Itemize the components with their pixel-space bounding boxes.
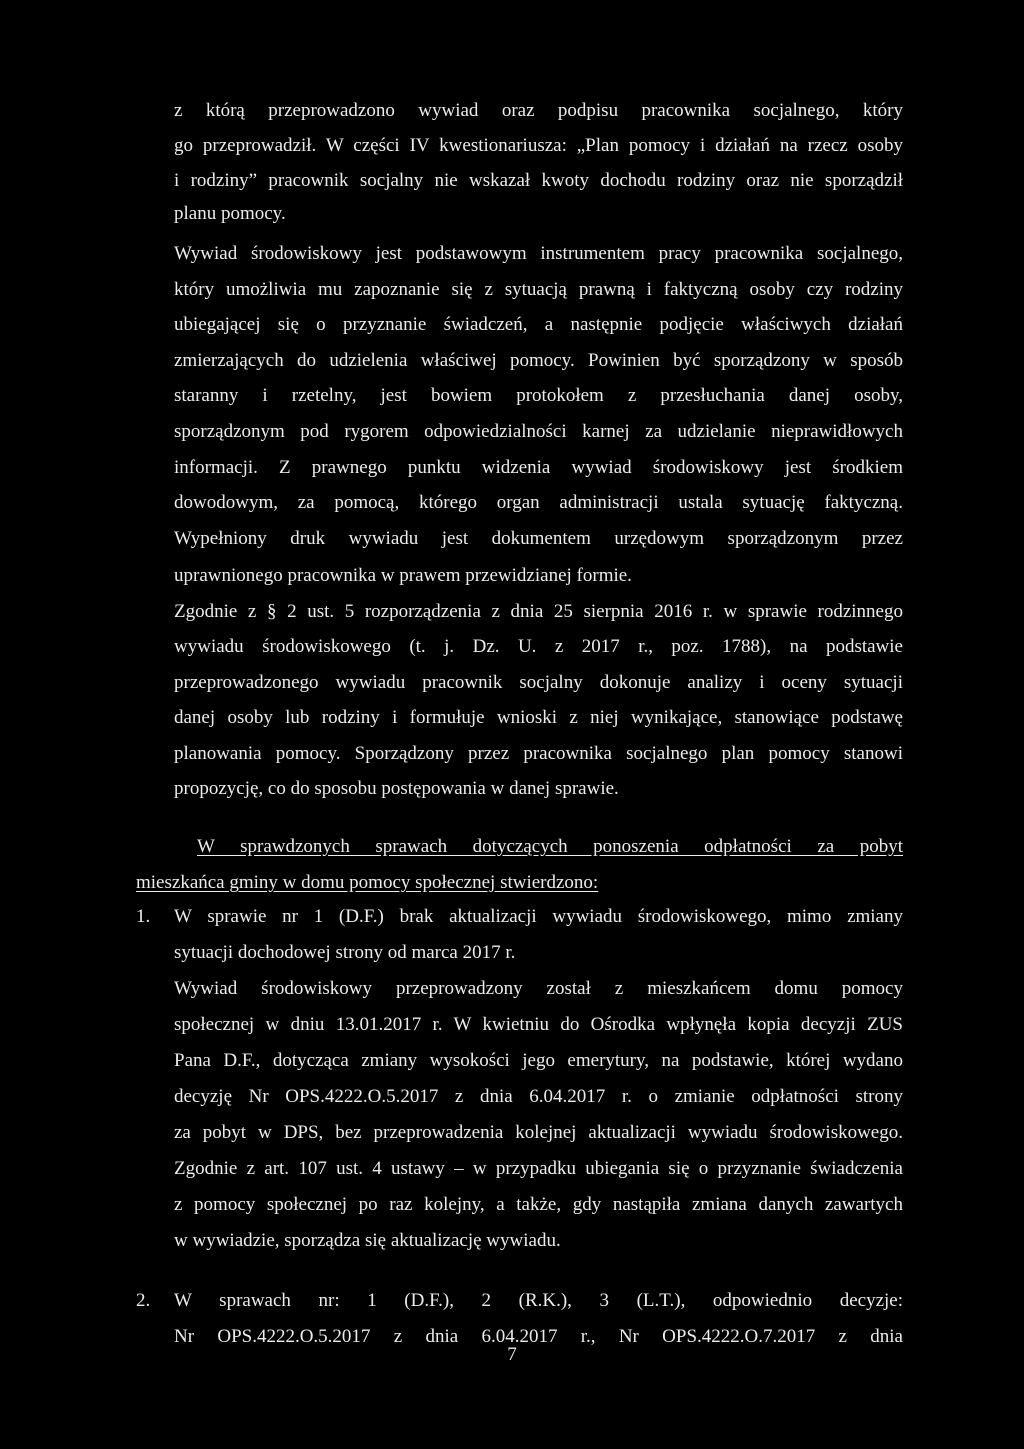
item1-line: Pana D.F., dotycząca zmiany wysokości jego emerytury, na podstawie, której wydano	[174, 1050, 903, 1071]
section2-line: staranny i rzetelny, jest bowiem protokołem z przesłuchania danej osoby,	[174, 385, 903, 406]
item1-line: sytuacji dochodowej strony od marca 2017 r.	[174, 942, 516, 963]
section2-line: dowodowym, za pomocą, którego organ administracji ustala sytuację faktyczną.	[174, 492, 903, 513]
section2-line: Wywiad środowiskowy jest podstawowym instrumentem pracy pracownika socjalnego,	[174, 243, 903, 264]
section2-line: informacji. Z prawnego punktu widzenia wywiad środowiskowy jest środkiem	[174, 457, 903, 478]
section2-line: Wypełniony druk wywiadu jest dokumentem urzędowym sporządzonym przez	[174, 528, 903, 549]
section3-line: Zgodnie z § 2 ust. 5 rozporządzenia z dnia 25 sierpnia 2016 r. w sprawie rodzinnego	[174, 601, 903, 622]
section3-line: wywiadu środowiskowego (t. j. Dz. U. z 2017 r., poz. 1788), na podstawie	[174, 636, 903, 657]
item1-line: Zgodnie z art. 107 ust. 4 ustawy – w przypadku ubiegania się o przyznanie świadczenia	[174, 1158, 903, 1179]
item1-line: w wywiadzie, sporządza się aktualizację wywiadu.	[174, 1230, 561, 1251]
section1-line: z którą przeprowadzono wywiad oraz podpisu pracownika socjalnego, który	[174, 100, 903, 121]
section2-line: uprawnionego pracownika w prawem przewidzianej formie.	[174, 565, 632, 586]
item1-line: Wywiad środowiskowy przeprowadzony został z mieszkańcem domu pomocy	[174, 978, 903, 999]
section3-line: planowania pomocy. Sporządzony przez pracownika socjalnego plan pomocy stanowi	[174, 743, 903, 764]
findings-heading-line-1: W sprawdzonych sprawach dotyczących ponoszenia odpłatności za pobyt	[197, 836, 903, 857]
list-number-1: 1.	[136, 906, 151, 927]
section2-line: sporządzonym pod rygorem odpowiedzialności karnej za udzielanie nieprawidłowych	[174, 421, 903, 442]
section2-line: który umożliwia mu zapoznanie się z sytuacją prawną i faktyczną osoby czy rodziny	[174, 279, 903, 300]
item1-line: za pobyt w DPS, bez przeprowadzenia kolejnej aktualizacji wywiadu środowiskowego.	[174, 1122, 903, 1143]
section3-line: przeprowadzonego wywiadu pracownik socjalny dokonuje analizy i oceny sytuacji	[174, 672, 903, 693]
section3-line: propozycję, co do sposobu postępowania w danej sprawie.	[174, 778, 619, 799]
section2-line: zmierzających do udzielenia właściwej pomocy. Powinien być sporządzony w sposób	[174, 350, 903, 371]
findings-heading-line-2: mieszkańca gminy w domu pomocy społecznej stwierdzono:	[136, 872, 599, 893]
item2-line: Nr OPS.4222.O.5.2017 z dnia 6.04.2017 r., Nr OPS.4222.O.7.2017 z dnia	[174, 1326, 903, 1347]
list-number-2: 2.	[136, 1290, 151, 1311]
section1-line: planu pomocy.	[174, 203, 286, 224]
section1-line: go przeprowadził. W części IV kwestionariusza: „Plan pomocy i działań na rzecz osoby	[174, 135, 903, 156]
item2-line: W sprawach nr: 1 (D.F.), 2 (R.K.), 3 (L.T.), odpowiednio decyzje:	[174, 1290, 903, 1311]
section3-line: danej osoby lub rodziny i formułuje wnioski z niej wynikające, stanowiące podstawę	[174, 707, 903, 728]
item1-line: W sprawie nr 1 (D.F.) brak aktualizacji wywiadu środowiskowego, mimo zmiany	[174, 906, 903, 927]
item1-line: decyzję Nr OPS.4222.O.5.2017 z dnia 6.04.2017 r. o zmianie odpłatności strony	[174, 1086, 903, 1107]
section1-line: i rodziny” pracownik socjalny nie wskazał kwoty dochodu rodziny oraz nie sporządził	[174, 170, 903, 191]
section2-line: ubiegającej się o przyznanie świadczeń, a następnie podjęcie właściwych działań	[174, 314, 903, 335]
page-number: 7	[507, 1344, 517, 1365]
item1-line: z pomocy społecznej po raz kolejny, a także, gdy nastąpiła zmiana danych zawartych	[174, 1194, 903, 1215]
item1-line: społecznej w dniu 13.01.2017 r. W kwietniu do Ośrodka wpłynęła kopia decyzji ZUS	[174, 1014, 903, 1035]
